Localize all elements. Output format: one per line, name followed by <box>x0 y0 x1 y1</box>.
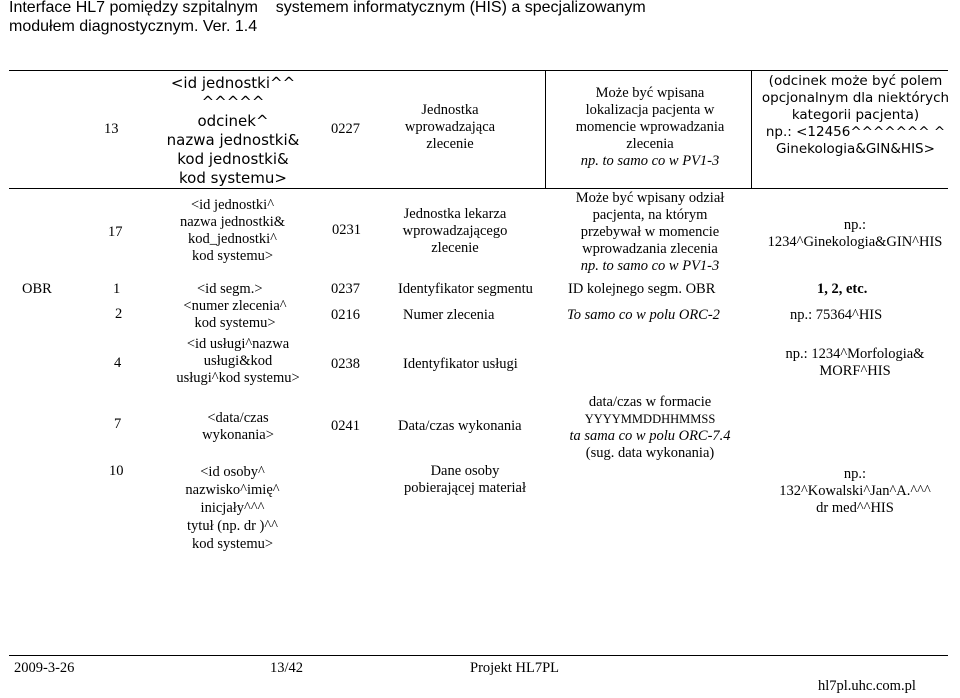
obr-4-seq: 4 <box>114 355 122 371</box>
document-header <box>9 0 646 36</box>
row-17-element: <id jednostki^ nazwa jednostki& kod_jednostki^ kod systemu> <box>179 197 286 264</box>
row-17-desc: Może być wpisany odział pacjenta, na którym przebywał w momencie wprowadzania zlecenia np. to samo co w PV1-3 <box>575 190 725 274</box>
obr-7-seq: 7 <box>114 416 122 432</box>
row-13-example: (odcinek może być polem opcjonalnym dla niektórych kategorii pacjenta) np.: <12456^^^^^^^ ^ Ginekologia&GIN&HIS> <box>761 73 950 157</box>
row-13-element: <id jednostki^^ ^^^^^ odcinek^ nazwa jednostki& kod jednostki& kod systemu> <box>166 74 300 187</box>
obr-2-seq: 2 <box>115 306 123 322</box>
row-13-seq: 13 <box>104 121 119 137</box>
obr-2-name: Numer zlecenia <box>403 307 495 323</box>
obr-10-name: Dane osoby pobierającej materiał <box>404 463 526 496</box>
obr-name: Identyfikator segmentu <box>398 281 533 297</box>
row-13-id: 0227 <box>331 121 360 137</box>
obr-7-desc: data/czas w formacie YYYYMMDDHHMMSS ta sama co w polu ORC-7.4 (sug. data wykonania) <box>569 394 731 461</box>
footer-page: 13/42 <box>270 660 304 676</box>
header-line-1: Interface HL7 pomiędzy szpitalnym systemem informatycznym (HIS) a specjalizowanym <box>9 0 646 16</box>
obr-10-seq: 10 <box>109 463 124 479</box>
row-13-desc: Może być wpisana lokalizacja pacjenta w momencie wprowadzania zlecenia np. to samo co w PV1-3 <box>575 85 725 169</box>
obr-seq: 1 <box>113 281 121 297</box>
row-17-id: 0231 <box>332 222 361 238</box>
obr-element: <id segm.> <box>197 281 263 297</box>
obr-4-element: <id usługi^nazwa usługi&kod usługi^kod systemu> <box>176 336 300 386</box>
obr-4-id: 0238 <box>331 356 360 372</box>
obr-2-desc: To samo co w polu ORC-2 <box>567 307 720 323</box>
footer-rule <box>9 655 948 656</box>
row-17-name: Jednostka lekarza wprowadzającego zlecenie <box>402 206 508 256</box>
obr-id: 0237 <box>331 281 360 297</box>
obr-2-element: <numer zlecenia^ kod systemu> <box>183 298 287 331</box>
footer-project: Projekt HL7PL <box>470 660 560 676</box>
obr-7-id: 0241 <box>331 418 360 434</box>
obr-2-example: np.: 75364^HIS <box>790 307 883 323</box>
col-divider <box>751 70 752 188</box>
obr-7-element: <data/czas wykonania> <box>202 410 274 443</box>
obr-10-example: np.: 132^Kowalski^Jan^A.^^^ dr med^^HIS <box>779 466 931 516</box>
footer-site: hl7pl.uhc.com.pl <box>818 678 916 694</box>
obr-segment-label: OBR <box>22 281 52 297</box>
row-13-name: Jednostka wprowadzająca zlecenie <box>404 102 496 152</box>
row-17-example: np.: 1234^Ginekologia&GIN^HIS <box>767 217 943 250</box>
obr-desc: ID kolejnego segm. OBR <box>568 281 716 297</box>
col-divider <box>545 70 546 188</box>
obr-4-example: np.: 1234^Morfologia& MORF^HIS <box>785 346 925 379</box>
header-line-2: modułem diagnostycznym. Ver. 1.4 <box>9 18 258 35</box>
table-top-border <box>9 70 948 71</box>
obr-10-element: <id osoby^ nazwisko^imię^ inicjały^^^ tytuł (np. dr )^^ kod systemu> <box>185 464 280 552</box>
obr-example: 1, 2, etc. <box>817 281 868 297</box>
obr-4-name: Identyfikator usługi <box>403 356 518 372</box>
obr-7-name: Data/czas wykonania <box>398 418 522 434</box>
row-divider <box>9 188 948 189</box>
obr-2-id: 0216 <box>331 307 360 323</box>
row-17-seq: 17 <box>108 224 123 240</box>
footer-date: 2009-3-26 <box>14 660 75 676</box>
